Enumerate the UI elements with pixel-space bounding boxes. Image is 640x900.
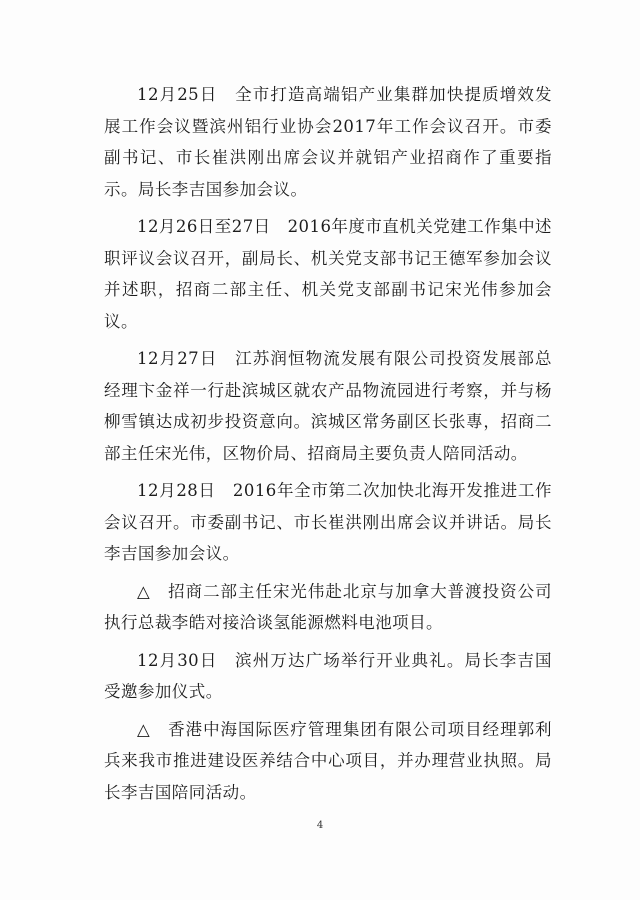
paragraph-dec-27: 12月27日 江苏润恒物流发展有限公司投资发展部总经理卞金祥一行赴滨城区就农产品物流园进行考察，并与杨柳雪镇达成初步投资意向。滨城区常务副区长张專，招商二部主任宋光伟，区物价局、招商局主要负责人陪同活动。 bbox=[104, 349, 552, 463]
document-body bbox=[104, 79, 552, 814]
paragraph-dec-25: 12月25日 全市打造高端铝产业集群加快提质增效发展工作会议暨滨州铝行业协会2017年工作会议召开。市委副书记、市长崔洪刚出席会议并就铝产业招商作了重要指示。局长李吉国参加会议。 bbox=[104, 85, 552, 199]
paragraph-dec-30-note: △ 香港中海国际医疗管理集团有限公司项目经理郭利兵来我市推进建设医养结合中心项目，并办理营业执照。局长李吉国陪同活动。 bbox=[104, 719, 552, 802]
paragraph-dec-30: 12月30日 滨州万达广场举行开业典礼。局长李吉国受邀参加仪式。 bbox=[104, 650, 552, 701]
paragraph-dec-28-note: △ 招商二部主任宋光伟赴北京与加拿大普渡投资公司执行总裁李皓对接洽谈氢能源燃料电池项目。 bbox=[104, 581, 552, 632]
paragraph-dec-26-27: 12月26日至27日 2016年度市直机关党建工作集中述职评议会议召开，副局长、机关党支部书记王德军参加会议并述职，招商二部主任、机关党支部副书记宋光伟参加会议。 bbox=[104, 217, 552, 331]
page-number: 4 bbox=[316, 820, 324, 831]
paragraph-dec-28: 12月28日 2016年全市第二次加快北海开发推进工作会议召开。市委副书记、市长崔洪刚出席会议并讲话。局长李吉国参加会议。 bbox=[104, 481, 552, 563]
